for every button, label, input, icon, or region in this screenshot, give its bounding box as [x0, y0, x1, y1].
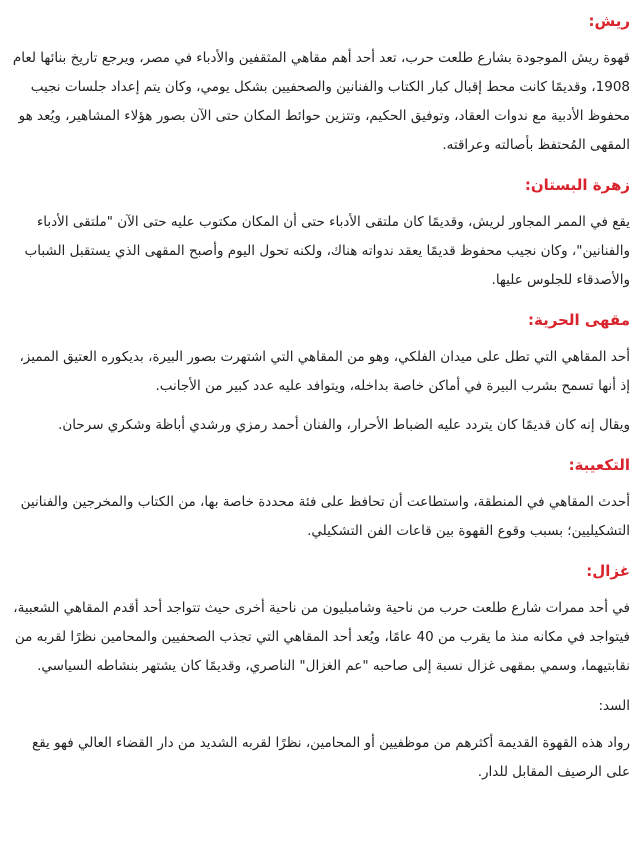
section-body-horreya: أحد المقاهي التي تطل على ميدان الفلكي، وهو من المقاهي التي اشتهرت بصور البيرة، بديكوره العتيق المميز، إذ أنها تسمح بشرب البيرة في أماكن خاصة بداخله، ويتوافد عليه عدد كبير من الأجانب.: [19, 349, 630, 394]
section-heading-ghazal: غزال:: [586, 562, 630, 580]
section-body-riche: قهوة ريش الموجودة بشارع طلعت حرب، تعد أحد أهم مقاهي المثقفين والأدباء في مصر، ويرجع تاريخ بنائها لعام 1908، وقديمًا كانت محط إقبال كبار الكتاب والفنانين والصحفيين بشكل يومي، وكان يتم إعداد جلسات نجيب محفوظ الأدبية مع ندوات العقاد، وتوفيق الحكيم، وتتزين حوائط المكان حتى الآن بصور هؤلاء المشاهير، ويُعد هو المقهى المُحتفظ بأصالته وعراقته.: [12, 50, 630, 153]
section-body-ghazal: في أحد ممرات شارع طلعت حرب من ناحية وشامبليون من ناحية أخرى حيث تتواجد أحد أقدم المقاهي الشعبية، فيتواجد في مكانه منذ ما يقرب من 40 عامًا، ويُعد أحد المقاهي التي تجذب الصحفيين والمحامين نظرًا لقربه من نقابتيهما، وسمي بمقهى غزال نسبة إلى صاحبه "عم الغزال" الناصري، وقديمًا كان يشتهر بنشاطه السياسي.: [13, 600, 630, 674]
section-extra-horreya: ويقال إنه كان قديمًا كان يتردد عليه الضباط الأحرار، والفنان أحمد رمزي ورشدي أباظة وشكري سرحان.: [58, 417, 630, 433]
section-body-takeiba: أحدث المقاهي في المنطقة، واستطاعت أن تحافظ على فئة محددة خاصة بها، من الكتاب والمخرجين والفنانين التشكيليين؛ بسبب وقوع القهوة بين قاعات الفن التشكيلي.: [20, 494, 630, 539]
section-label-el-sadd: السد:: [598, 698, 630, 714]
section-body-zahret-el-bostan: يقع في الممر المجاور لريش، وقديمًا كان ملتقى الأدباء حتى أن المكان مكتوب عليه حتى الآن "ملتقى الأدباء والفنانين"، وكان نجيب محفوظ قديمًا يعقد ندواته هناك، ولكنه تحول اليوم وأصبح المقهى الذي يستقبل الشباب والأصدقاء للجلوس عليها.: [24, 214, 630, 288]
section-heading-takeiba: التكعيبة:: [568, 456, 630, 474]
section-heading-riche: ريش:: [588, 12, 630, 30]
section-heading-horreya: مقهى الحرية:: [527, 311, 630, 329]
section-heading-zahret-el-bostan: زهرة البستان:: [524, 176, 630, 194]
section-body-el-sadd: رواد هذه القهوة القديمة أكثرهم من موظفيين أو المحامين، نظرًا لقربه الشديد من دار القضاء العالي فهو يقع على الرصيف المقابل للدار.: [32, 735, 630, 780]
